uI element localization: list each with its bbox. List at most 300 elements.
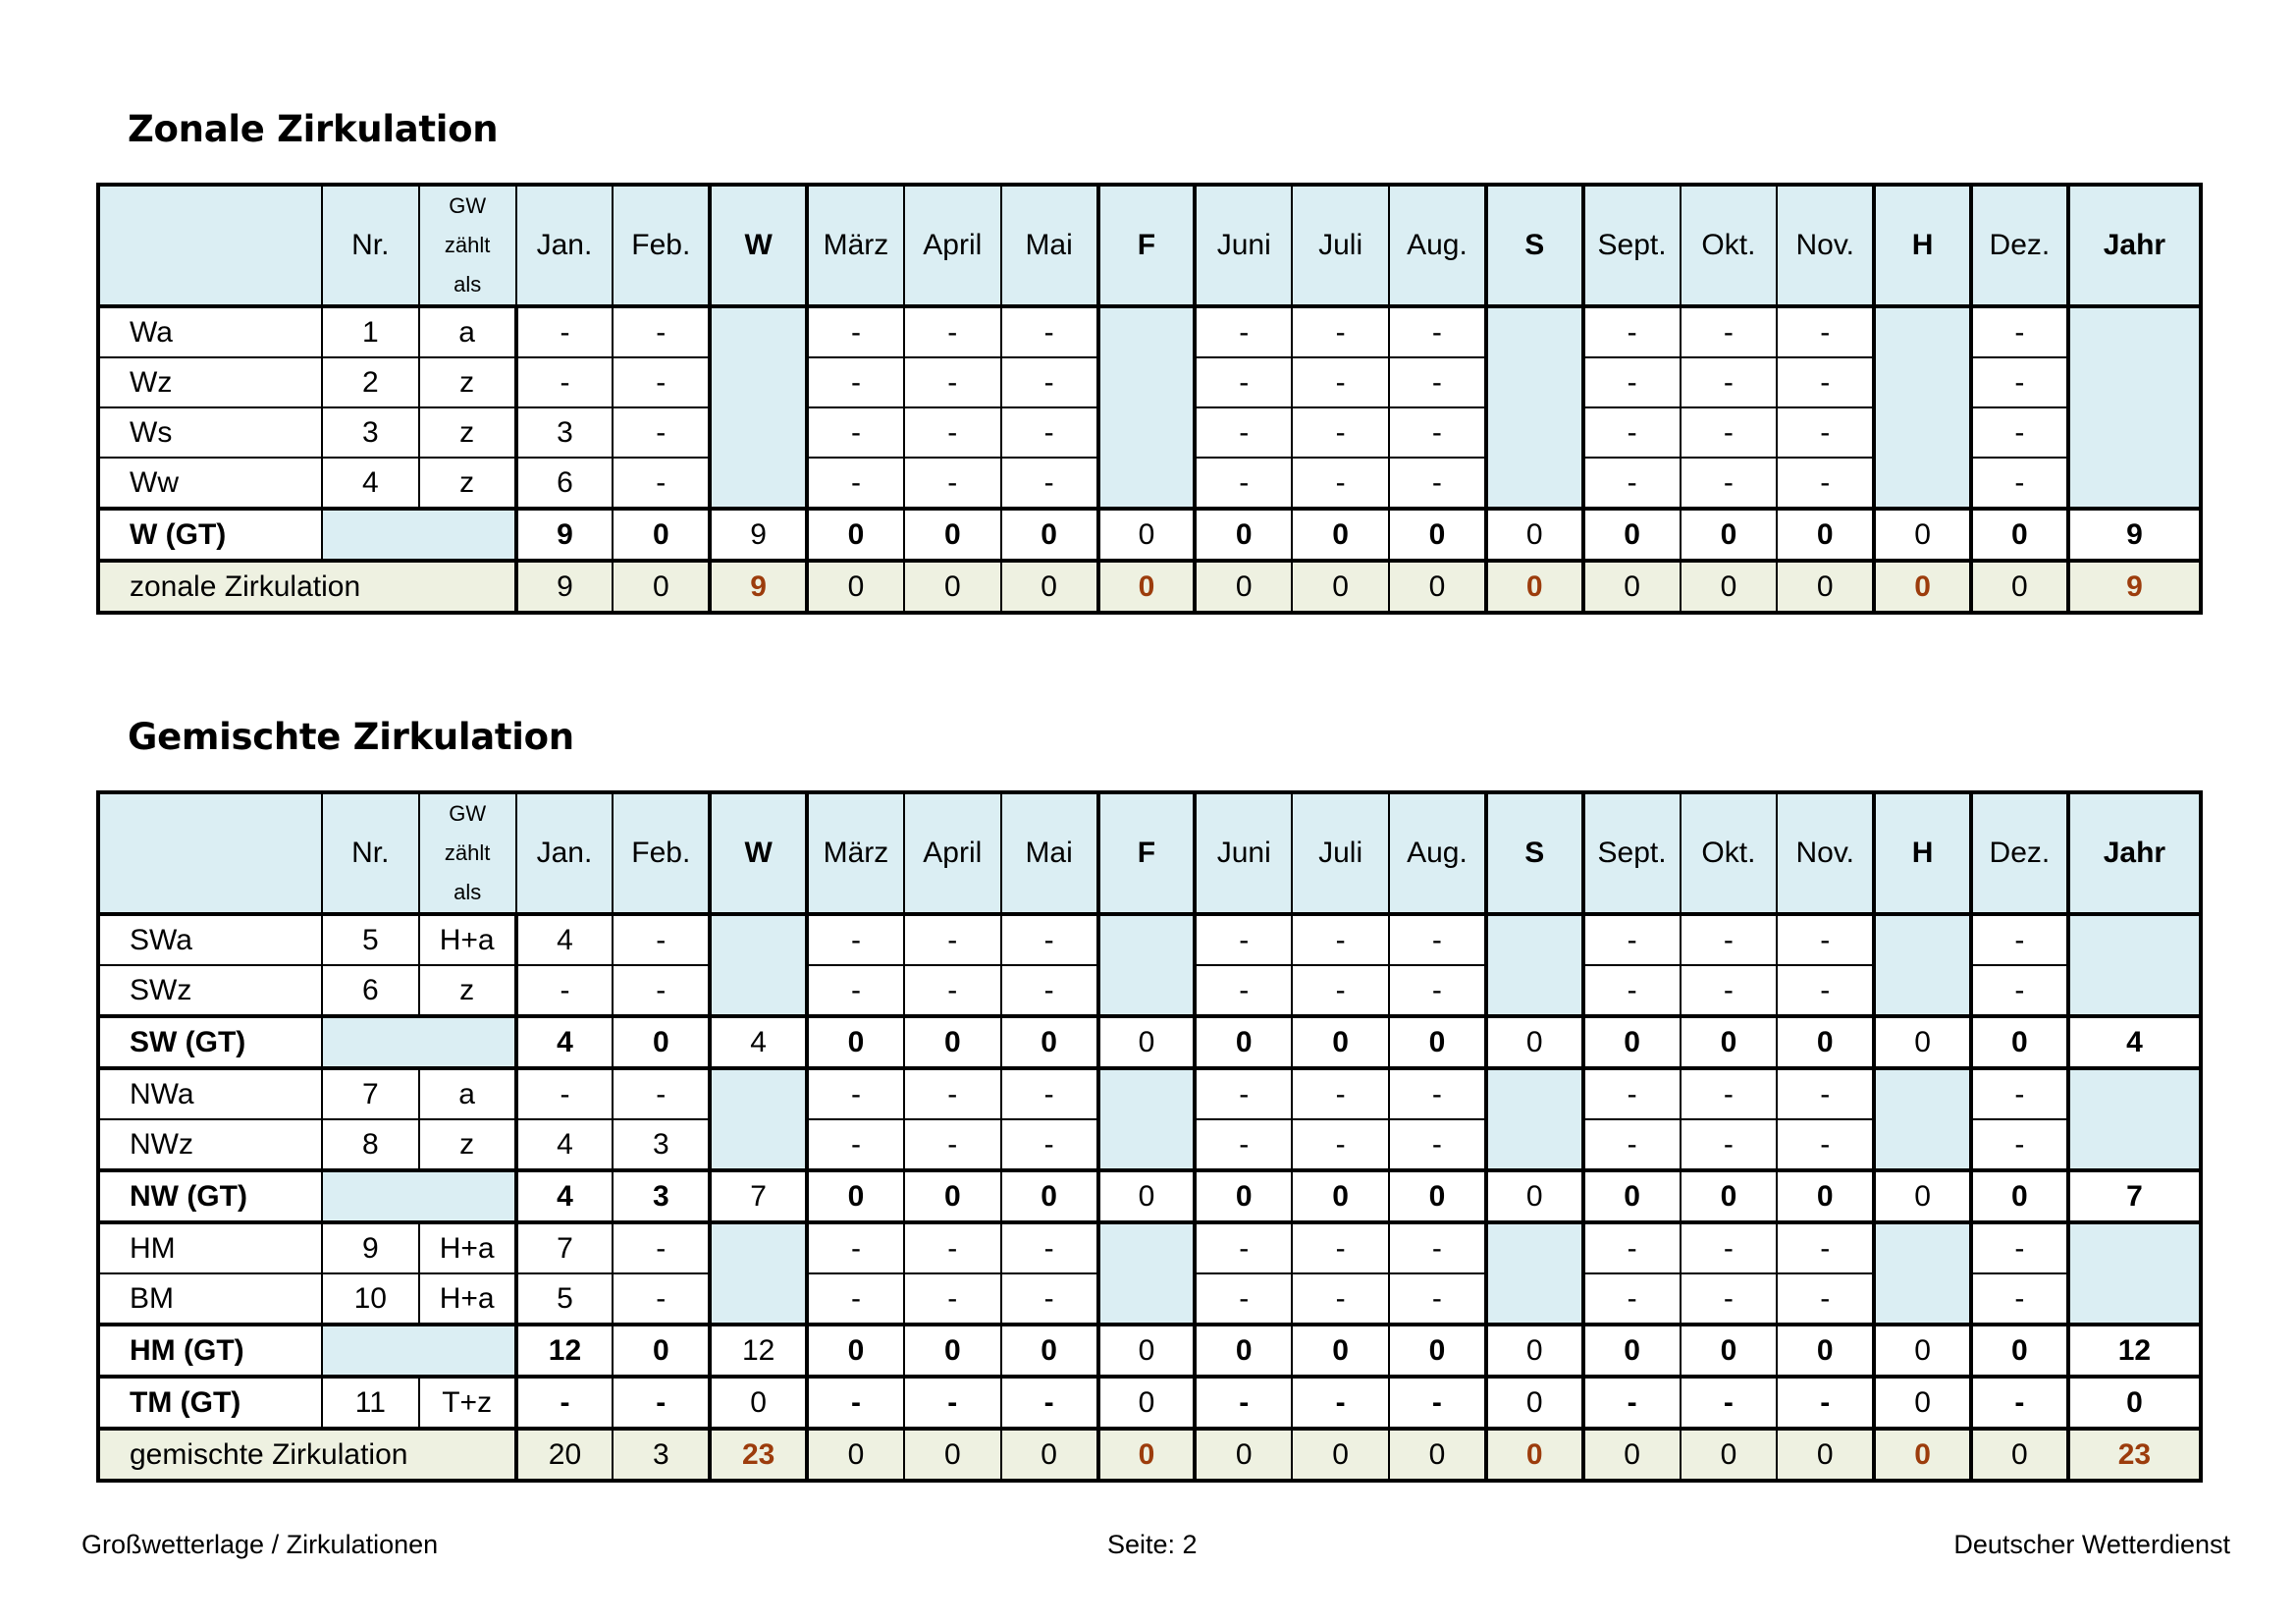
month-value-cell: 0	[807, 1016, 904, 1068]
mixed-table	[96, 790, 2203, 1483]
month-value-cell: 0	[904, 1016, 1001, 1068]
month-cell: -	[1583, 407, 1681, 458]
season-value-cell: 0	[1874, 1429, 1971, 1481]
month-cell: -	[1001, 1119, 1098, 1170]
group-total-row	[98, 509, 2201, 561]
header-col: Jan.	[516, 185, 614, 306]
month-value-cell: 0	[1195, 1429, 1292, 1481]
month-cell: -	[613, 1273, 710, 1325]
month-value-cell: 0	[1583, 1016, 1681, 1068]
month-cell: -	[1292, 1273, 1389, 1325]
row-label: BM	[98, 1273, 322, 1325]
month-cell: -	[1583, 458, 1681, 509]
month-value-cell: 4	[516, 1016, 614, 1068]
month-value-cell: 0	[904, 561, 1001, 613]
row-nr-blank	[322, 509, 516, 561]
month-value-cell: 0	[1292, 1429, 1389, 1481]
row-gw-counts-as: H+a	[419, 1273, 516, 1325]
month-cell: -	[1195, 1119, 1292, 1170]
month-value-cell: 0	[1195, 509, 1292, 561]
month-value-cell: 0	[1971, 1016, 2068, 1068]
month-value-cell: 0	[1777, 561, 1874, 613]
month-cell: -	[1777, 407, 1874, 458]
month-cell: -	[1195, 914, 1292, 965]
month-value-cell: 0	[1971, 1429, 2068, 1481]
month-cell: -	[1971, 1119, 2068, 1170]
header-col: F	[1098, 792, 1196, 914]
month-cell: -	[1777, 1273, 1874, 1325]
season-value-cell: 0	[1874, 1325, 1971, 1377]
month-value-cell: 0	[613, 561, 710, 613]
month-value-cell: 0	[613, 509, 710, 561]
header-col: Jahr	[2068, 185, 2201, 306]
season-value-cell: 0	[1874, 1170, 1971, 1222]
month-value-cell: 0	[904, 509, 1001, 561]
header-col: Jan.	[516, 792, 614, 914]
month-cell: -	[1971, 1222, 2068, 1273]
season-value-cell: 4	[710, 1016, 807, 1068]
month-value-cell: 0	[904, 1429, 1001, 1481]
month-value-cell: 0	[807, 561, 904, 613]
row-gw-counts-as: H+a	[419, 914, 516, 965]
year-value-cell: 9	[2068, 509, 2201, 561]
season-value-cell: 0	[1486, 1377, 1583, 1429]
header-col: Nov.	[1777, 792, 1874, 914]
month-cell: -	[1777, 914, 1874, 965]
header-col: Sept.	[1583, 185, 1681, 306]
month-cell: -	[904, 914, 1001, 965]
month-cell: -	[1195, 1222, 1292, 1273]
group-total-row	[98, 1377, 2201, 1429]
mixed-section-title: Gemischte Zirkulation	[128, 716, 574, 758]
month-cell: -	[1681, 458, 1778, 509]
header-gw-line: als	[454, 272, 482, 297]
header-col: Nov.	[1777, 185, 1874, 306]
row-nr: 8	[322, 1119, 419, 1170]
month-value-cell: 12	[516, 1325, 614, 1377]
month-cell: -	[613, 1222, 710, 1273]
month-value-cell: 0	[1292, 509, 1389, 561]
month-cell: -	[1681, 914, 1778, 965]
month-value-cell: 0	[1583, 1170, 1681, 1222]
month-value-cell: 0	[1777, 509, 1874, 561]
zonal-section-title: Zonale Zirkulation	[128, 108, 499, 150]
header-col: Aug.	[1389, 792, 1486, 914]
month-cell: -	[1583, 1119, 1681, 1170]
month-cell: -	[1681, 1068, 1778, 1119]
season-value-cell: 0	[1486, 561, 1583, 613]
month-cell: -	[1681, 965, 1778, 1016]
month-cell: -	[1971, 458, 2068, 509]
header-row	[98, 792, 2201, 914]
weather-type-row	[98, 1222, 2201, 1273]
month-value-cell: 0	[1292, 1170, 1389, 1222]
season-blank-cell	[1486, 914, 1583, 1016]
header-col: Dez.	[1971, 185, 2068, 306]
month-value-cell: 0	[1001, 1325, 1098, 1377]
month-value-cell: 20	[516, 1429, 614, 1481]
month-cell: -	[1389, 1273, 1486, 1325]
season-value-cell: 0	[1098, 1170, 1196, 1222]
header-blank	[98, 792, 322, 914]
row-label: NW (GT)	[98, 1170, 322, 1222]
row-nr-blank	[322, 1325, 516, 1377]
month-value-cell: -	[904, 1377, 1001, 1429]
row-label: NWz	[98, 1119, 322, 1170]
month-value-cell: 3	[613, 1429, 710, 1481]
row-label: NWa	[98, 1068, 322, 1119]
row-gw-counts-as: z	[419, 357, 516, 407]
month-cell: -	[1971, 1273, 2068, 1325]
month-cell: -	[1583, 1273, 1681, 1325]
header-gw-line: zählt	[444, 233, 491, 257]
row-gw-counts-as: T+z	[419, 1377, 516, 1429]
month-cell: -	[516, 306, 614, 357]
row-nr: 11	[322, 1377, 419, 1429]
month-value-cell: 0	[1681, 1170, 1778, 1222]
month-value-cell: 9	[516, 509, 614, 561]
season-blank-cell	[1486, 306, 1583, 509]
month-cell: -	[904, 306, 1001, 357]
month-cell: 4	[516, 914, 614, 965]
row-label: gemischte Zirkulation	[98, 1429, 516, 1481]
row-nr: 10	[322, 1273, 419, 1325]
row-label: TM (GT)	[98, 1377, 322, 1429]
header-col: H	[1874, 185, 1971, 306]
header-col: S	[1486, 185, 1583, 306]
season-blank-cell	[710, 1222, 807, 1325]
month-value-cell: 0	[1001, 509, 1098, 561]
month-cell: -	[807, 357, 904, 407]
month-cell: -	[613, 965, 710, 1016]
year-blank-cell	[2068, 306, 2201, 509]
month-value-cell: -	[1195, 1377, 1292, 1429]
month-cell: -	[807, 1273, 904, 1325]
footer-document-title: Großwetterlage / Zirkulationen	[81, 1530, 439, 1559]
month-value-cell: 4	[516, 1170, 614, 1222]
row-label: SWz	[98, 965, 322, 1016]
season-value-cell: 0	[1874, 561, 1971, 613]
month-value-cell: 0	[1583, 561, 1681, 613]
month-cell: -	[1292, 306, 1389, 357]
month-cell: -	[807, 1222, 904, 1273]
season-value-cell: 0	[1874, 509, 1971, 561]
month-cell: -	[904, 1222, 1001, 1273]
season-blank-cell	[710, 914, 807, 1016]
month-cell: -	[516, 357, 614, 407]
header-col: Jahr	[2068, 792, 2201, 914]
season-blank-cell	[1874, 306, 1971, 509]
month-cell: -	[1195, 1068, 1292, 1119]
month-cell: -	[1389, 965, 1486, 1016]
month-cell: -	[1971, 914, 2068, 965]
month-cell: -	[1001, 1273, 1098, 1325]
year-value-cell: 7	[2068, 1170, 2201, 1222]
month-cell: -	[1292, 458, 1389, 509]
month-cell: -	[516, 1068, 614, 1119]
month-value-cell: 0	[1001, 1429, 1098, 1481]
group-total-row	[98, 1325, 2201, 1377]
header-col: W	[710, 185, 807, 306]
row-nr: 6	[322, 965, 419, 1016]
season-blank-cell	[1874, 1222, 1971, 1325]
row-gw-counts-as: z	[419, 458, 516, 509]
season-blank-cell	[710, 306, 807, 509]
row-gw-counts-as: H+a	[419, 1222, 516, 1273]
month-cell: -	[807, 1119, 904, 1170]
header-gw-counts-as	[419, 792, 516, 914]
month-value-cell: -	[1971, 1377, 2068, 1429]
footer-page-number: Seite: 2	[1107, 1530, 1198, 1559]
month-cell: -	[1777, 458, 1874, 509]
season-value-cell: 0	[1098, 1429, 1196, 1481]
month-cell: -	[1681, 306, 1778, 357]
row-gw-counts-as: a	[419, 306, 516, 357]
month-cell: -	[1001, 1222, 1098, 1273]
month-cell: -	[1389, 1222, 1486, 1273]
row-nr: 7	[322, 1068, 419, 1119]
total-row	[98, 1429, 2201, 1481]
month-cell: -	[1001, 357, 1098, 407]
header-col: Mai	[1001, 185, 1098, 306]
month-value-cell: 0	[807, 509, 904, 561]
header-col: Feb.	[613, 185, 710, 306]
season-value-cell: 9	[710, 561, 807, 613]
month-value-cell: 0	[1681, 1016, 1778, 1068]
month-value-cell: 0	[807, 1325, 904, 1377]
header-gw-line: als	[454, 880, 482, 904]
year-blank-cell	[2068, 1222, 2201, 1325]
month-value-cell: 0	[1777, 1429, 1874, 1481]
month-value-cell: 0	[904, 1325, 1001, 1377]
header-col: März	[807, 185, 904, 306]
month-value-cell: 9	[516, 561, 614, 613]
header-col: F	[1098, 185, 1196, 306]
month-cell: -	[1971, 407, 2068, 458]
month-cell: -	[1583, 1222, 1681, 1273]
month-cell: -	[1389, 407, 1486, 458]
row-label: HM	[98, 1222, 322, 1273]
month-cell: -	[1292, 1068, 1389, 1119]
row-gw-counts-as: a	[419, 1068, 516, 1119]
total-row	[98, 561, 2201, 613]
month-cell: -	[904, 965, 1001, 1016]
season-blank-cell	[1098, 914, 1196, 1016]
month-cell: 5	[516, 1273, 614, 1325]
month-value-cell: -	[1001, 1377, 1098, 1429]
month-cell: -	[1681, 1222, 1778, 1273]
header-gw-line: GW	[449, 801, 487, 826]
month-cell: -	[1195, 458, 1292, 509]
month-cell: -	[613, 407, 710, 458]
season-value-cell: 0	[1098, 1325, 1196, 1377]
row-nr: 9	[322, 1222, 419, 1273]
header-gw-line: zählt	[444, 840, 491, 865]
season-blank-cell	[1486, 1222, 1583, 1325]
month-cell: -	[1292, 1119, 1389, 1170]
month-value-cell: 0	[1681, 509, 1778, 561]
year-blank-cell	[2068, 914, 2201, 1016]
month-value-cell: -	[1681, 1377, 1778, 1429]
month-cell: -	[904, 1273, 1001, 1325]
season-value-cell: 0	[1486, 1170, 1583, 1222]
month-value-cell: 0	[613, 1325, 710, 1377]
group-total-row	[98, 1170, 2201, 1222]
month-value-cell: 0	[1389, 1016, 1486, 1068]
weather-type-row	[98, 1068, 2201, 1119]
season-value-cell: 0	[1098, 1016, 1196, 1068]
season-blank-cell	[1098, 306, 1196, 509]
row-nr: 1	[322, 306, 419, 357]
month-value-cell: -	[1292, 1377, 1389, 1429]
season-value-cell: 7	[710, 1170, 807, 1222]
month-cell: -	[1971, 357, 2068, 407]
row-nr-blank	[322, 1170, 516, 1222]
row-gw-counts-as: z	[419, 1119, 516, 1170]
month-value-cell: 0	[1777, 1325, 1874, 1377]
month-cell: -	[807, 1068, 904, 1119]
month-cell: -	[1777, 965, 1874, 1016]
month-value-cell: 0	[1389, 1325, 1486, 1377]
row-nr: 2	[322, 357, 419, 407]
header-col: Juli	[1292, 185, 1389, 306]
month-value-cell: 0	[1292, 561, 1389, 613]
month-value-cell: 0	[1583, 1325, 1681, 1377]
month-cell: -	[1195, 357, 1292, 407]
month-value-cell: 0	[1681, 1429, 1778, 1481]
month-cell: 4	[516, 1119, 614, 1170]
month-cell: -	[1001, 914, 1098, 965]
month-cell: 3	[516, 407, 614, 458]
month-value-cell: 0	[613, 1016, 710, 1068]
month-cell: -	[1389, 306, 1486, 357]
month-value-cell: 0	[807, 1170, 904, 1222]
month-value-cell: 0	[1777, 1016, 1874, 1068]
year-value-cell: 12	[2068, 1325, 2201, 1377]
month-value-cell: 0	[807, 1429, 904, 1481]
month-cell: -	[1195, 306, 1292, 357]
group-total-row	[98, 1016, 2201, 1068]
month-cell: -	[1001, 458, 1098, 509]
month-value-cell: -	[1777, 1377, 1874, 1429]
month-cell: -	[1583, 1068, 1681, 1119]
header-col: April	[904, 185, 1001, 306]
month-cell: -	[904, 357, 1001, 407]
month-value-cell: -	[613, 1377, 710, 1429]
month-cell: -	[1971, 1068, 2068, 1119]
month-cell: -	[1389, 1068, 1486, 1119]
footer-publisher: Deutscher Wetterdienst	[1953, 1530, 2230, 1559]
weather-type-row	[98, 306, 2201, 357]
month-cell: -	[807, 914, 904, 965]
month-cell: -	[904, 1119, 1001, 1170]
season-value-cell: 0	[1098, 509, 1196, 561]
header-col: Aug.	[1389, 185, 1486, 306]
row-nr: 5	[322, 914, 419, 965]
season-value-cell: 0	[1486, 1016, 1583, 1068]
header-col: Okt.	[1681, 185, 1778, 306]
header-col: W	[710, 792, 807, 914]
month-value-cell: 3	[613, 1170, 710, 1222]
season-value-cell: 0	[1486, 1325, 1583, 1377]
month-cell: -	[807, 458, 904, 509]
row-gw-counts-as: z	[419, 965, 516, 1016]
month-cell: -	[1292, 965, 1389, 1016]
year-blank-cell	[2068, 1068, 2201, 1170]
month-cell: 7	[516, 1222, 614, 1273]
header-blank	[98, 185, 322, 306]
month-cell: -	[1971, 965, 2068, 1016]
month-cell: -	[1583, 306, 1681, 357]
row-label: Wa	[98, 306, 322, 357]
month-cell: -	[1001, 1068, 1098, 1119]
month-cell: -	[1001, 965, 1098, 1016]
season-value-cell: 0	[1486, 1429, 1583, 1481]
month-cell: -	[807, 965, 904, 1016]
month-cell: -	[1001, 306, 1098, 357]
row-nr: 4	[322, 458, 419, 509]
row-label: W (GT)	[98, 509, 322, 561]
month-cell: -	[1292, 407, 1389, 458]
month-cell: -	[1389, 458, 1486, 509]
weather-type-row	[98, 914, 2201, 965]
header-row	[98, 185, 2201, 306]
month-cell: -	[1777, 306, 1874, 357]
month-value-cell: 0	[1971, 509, 2068, 561]
row-label: SW (GT)	[98, 1016, 322, 1068]
year-value-cell: 4	[2068, 1016, 2201, 1068]
month-cell: -	[904, 1068, 1001, 1119]
month-value-cell: -	[807, 1377, 904, 1429]
header-col: Sept.	[1583, 792, 1681, 914]
row-label: zonale Zirkulation	[98, 561, 516, 613]
month-cell: -	[613, 306, 710, 357]
month-value-cell: -	[1389, 1377, 1486, 1429]
month-value-cell: 0	[1971, 561, 2068, 613]
season-value-cell: 12	[710, 1325, 807, 1377]
season-value-cell: 9	[710, 509, 807, 561]
row-gw-counts-as: z	[419, 407, 516, 458]
header-col: S	[1486, 792, 1583, 914]
month-value-cell: 0	[1195, 561, 1292, 613]
month-cell: -	[1195, 1273, 1292, 1325]
month-value-cell: 0	[1001, 1170, 1098, 1222]
month-value-cell: 0	[904, 1170, 1001, 1222]
month-cell: -	[904, 407, 1001, 458]
month-value-cell: 0	[1681, 561, 1778, 613]
header-col: Feb.	[613, 792, 710, 914]
month-value-cell: 0	[1389, 509, 1486, 561]
season-value-cell: 23	[710, 1429, 807, 1481]
header-gw-line: GW	[449, 193, 487, 218]
month-cell: -	[1292, 1222, 1389, 1273]
month-value-cell: 0	[1001, 561, 1098, 613]
season-value-cell: 0	[1098, 561, 1196, 613]
month-cell: -	[1583, 357, 1681, 407]
month-cell: -	[1583, 914, 1681, 965]
season-value-cell: 0	[1098, 1377, 1196, 1429]
month-cell: -	[807, 407, 904, 458]
row-nr: 3	[322, 407, 419, 458]
month-cell: 6	[516, 458, 614, 509]
header-col: Juni	[1195, 792, 1292, 914]
month-value-cell: 0	[1583, 509, 1681, 561]
month-value-cell: 0	[1583, 1429, 1681, 1481]
month-value-cell: 0	[1292, 1325, 1389, 1377]
month-cell: -	[613, 458, 710, 509]
month-value-cell: 0	[1389, 1429, 1486, 1481]
row-nr-blank	[322, 1016, 516, 1068]
